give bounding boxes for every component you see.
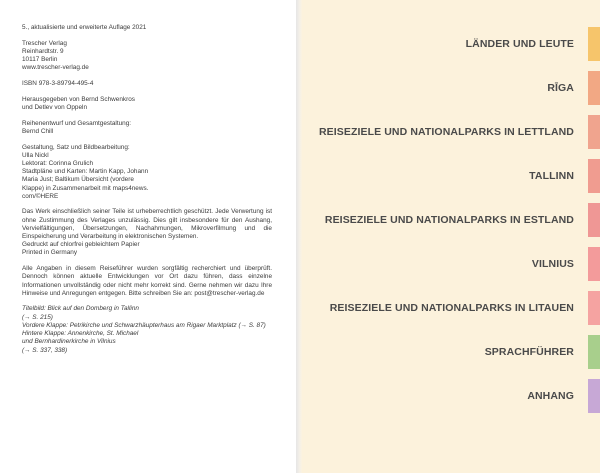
image-credits: Titelbild: Blick auf den Domberg in Tallinn (→ S. 215) Vordere Klappe: Petrikirche und Schwarzhäupterhaus am Rigaer Marktplatz (→ S. 87) Hintere Klappe: Annenkirche, St. Michael und Bernhardinerkirche in Vilnius (→ S. 337, 338) — [22, 305, 266, 354]
toc-item-vilnius[interactable] — [302, 247, 600, 281]
toc-label: REISEZIELE UND NATIONALPARKS IN LITAUEN — [329, 302, 574, 314]
color-tab — [588, 115, 600, 149]
imprint-page — [0, 0, 296, 473]
color-tab — [588, 159, 600, 193]
editors: Herausgegeben von Bernd Schwenkros und Detlev von Oppeln — [22, 95, 135, 111]
edition-note: 5., aktualisierte und erweiterte Auflage 2021 — [22, 24, 147, 31]
table-of-contents — [302, 0, 600, 473]
toc-item-reiseziele-lettland[interactable] — [302, 115, 600, 149]
color-tab — [588, 247, 600, 281]
isbn: ISBN 978-3-89794-495-4 — [22, 80, 94, 88]
toc-item-riga[interactable] — [302, 71, 600, 105]
toc-label: REISEZIELE UND NATIONALPARKS IN ESTLAND — [324, 214, 574, 226]
color-tab — [588, 203, 600, 237]
color-tab — [588, 379, 600, 413]
toc-item-sprachfuehrer[interactable] — [302, 335, 600, 369]
series-design: Reihenentwurf und Gesamtgestaltung: Bernd Chill — [22, 119, 132, 135]
toc-item-reiseziele-estland[interactable] — [302, 203, 600, 237]
toc-label: TALLINN — [529, 170, 574, 182]
toc-label: VILNIUS — [531, 258, 574, 270]
color-tab — [588, 291, 600, 325]
toc-label: LÄNDER UND LEUTE — [465, 38, 574, 50]
toc-item-reiseziele-litauen[interactable] — [302, 291, 600, 325]
toc-label: SPRACHFÜHRER — [484, 346, 574, 358]
imprint-text — [22, 24, 272, 362]
production-credits: Gestaltung, Satz und Bildbearbeitung: Ulla Nickl Lektorat: Corinna Grulich Stadtpläne und Karten: Martin Kapp, Johann Maria Just; Baltikum Übersicht (vordere Klappe) in Zusammenarbeit mit maps4news. com/©HERE — [22, 143, 149, 200]
color-tab — [588, 27, 600, 61]
toc-label: ANHANG — [527, 390, 574, 402]
disclaimer: Alle Angaben in diesem Reiseführer wurden sorgfältig recherchiert und überprüft. Dennoch können aktuelle Entwicklungen vor Ort dazu führen, dass einzelne Informationen unvollständig oder nicht mehr korrekt sind. Gerne nehmen wir dazu Ihre Hinweise und Anregungen entgegen. Bitte schreiben Sie an: post@trescher-verlag.de — [22, 265, 272, 297]
toc-item-laender-und-leute[interactable] — [302, 27, 600, 61]
toc-item-anhang[interactable] — [302, 379, 600, 413]
toc-item-tallinn[interactable] — [302, 159, 600, 193]
toc-label: RĪGA — [547, 82, 574, 94]
publisher-address: Trescher Verlag Reinhardtstr. 9 10117 Berlin www.trescher-verlag.de — [22, 39, 89, 72]
copyright-notice: Das Werk einschließlich seiner Teile ist urheberrechtlich geschützt. Jede Verwertung ist ohne Zustimmung des Verlages unzulässig. Dies gilt insbesondere für den Aushang, Vervielfältigungen, Übersetzungen, Nachahmungen, Mikroverfilmung und die Einspeicherung und Verarbeitung in elektronischen Systemen. Gedruckt auf chlorfrei gebleichtem Papier Printed in Germany — [22, 208, 272, 257]
color-tab — [588, 335, 600, 369]
color-tab — [588, 71, 600, 105]
toc-label: REISEZIELE UND NATIONALPARKS IN LETTLAND — [318, 126, 574, 138]
